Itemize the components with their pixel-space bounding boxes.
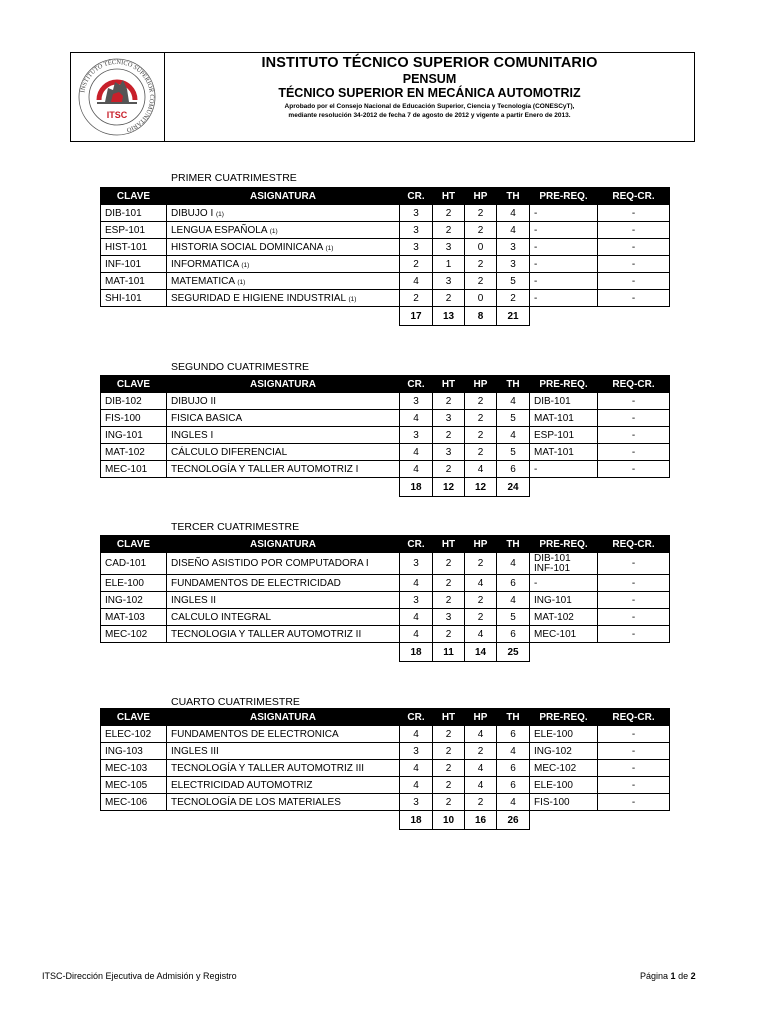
- footer-department: ITSC-Dirección Ejecutiva de Admisión y Registro: [42, 971, 237, 981]
- table-row: [101, 222, 670, 239]
- term-title: TERCER CUATRIMESTRE: [171, 521, 300, 533]
- column-header: CR.: [400, 536, 433, 553]
- course-practice-hours: 4: [465, 726, 497, 743]
- column-header: REQ-CR.: [598, 536, 670, 553]
- column-header: CR.: [400, 188, 433, 205]
- column-header: TH: [497, 709, 530, 726]
- course-prerequisite: ELE-100: [530, 726, 598, 743]
- course-total-hours: 5: [497, 410, 530, 427]
- course-note: (1): [216, 210, 224, 218]
- total-th: 21: [497, 307, 530, 326]
- course-name: MATEMATICA (1): [167, 273, 400, 290]
- course-prerequisite: -: [530, 256, 598, 273]
- totals-row: [101, 307, 670, 326]
- course-practice-hours: 2: [465, 794, 497, 811]
- course-prerequisite: DIB-101 INF-101: [530, 553, 598, 575]
- course-credits: 3: [400, 205, 433, 222]
- course-credits: 3: [400, 239, 433, 256]
- table-row: [101, 592, 670, 609]
- course-practice-hours: 2: [465, 205, 497, 222]
- course-corequisite: -: [598, 760, 670, 777]
- course-prerequisite: MEC-102: [530, 760, 598, 777]
- course-name: FISICA BASICA: [167, 410, 400, 427]
- column-header: ASIGNATURA: [167, 709, 400, 726]
- course-credits: 3: [400, 592, 433, 609]
- column-header: ASIGNATURA: [167, 188, 400, 205]
- term-title: CUARTO CUATRIMESTRE: [171, 696, 300, 708]
- course-code: ING-101: [101, 427, 167, 444]
- table-row: [101, 410, 670, 427]
- total-cr: 17: [400, 307, 433, 326]
- table-row: [101, 393, 670, 410]
- course-corequisite: -: [598, 222, 670, 239]
- curriculum-table: [100, 187, 670, 326]
- course-code: ING-103: [101, 743, 167, 760]
- course-corequisite: -: [598, 461, 670, 478]
- table-row: [101, 427, 670, 444]
- column-header: REQ-CR.: [598, 188, 670, 205]
- course-practice-hours: 4: [465, 760, 497, 777]
- document-header: [70, 52, 695, 142]
- course-total-hours: 4: [497, 794, 530, 811]
- course-theory-hours: 2: [433, 726, 465, 743]
- course-practice-hours: 4: [465, 626, 497, 643]
- course-name: ELECTRICIDAD AUTOMOTRIZ: [167, 777, 400, 794]
- course-total-hours: 4: [497, 393, 530, 410]
- course-prerequisite: -: [530, 461, 598, 478]
- totals-row: [101, 643, 670, 662]
- course-credits: 4: [400, 626, 433, 643]
- course-credits: 4: [400, 273, 433, 290]
- course-prerequisite: ING-102: [530, 743, 598, 760]
- course-credits: 4: [400, 777, 433, 794]
- course-corequisite: -: [598, 743, 670, 760]
- column-header: ASIGNATURA: [167, 376, 400, 393]
- course-corequisite: -: [598, 609, 670, 626]
- course-name: DIBUJO I (1): [167, 205, 400, 222]
- table-row: [101, 777, 670, 794]
- course-corequisite: -: [598, 410, 670, 427]
- course-theory-hours: 2: [433, 575, 465, 592]
- table-row: [101, 256, 670, 273]
- table-row: [101, 794, 670, 811]
- course-practice-hours: 2: [465, 410, 497, 427]
- course-practice-hours: 2: [465, 427, 497, 444]
- course-code: DIB-102: [101, 393, 167, 410]
- course-total-hours: 6: [497, 575, 530, 592]
- column-header: HP: [465, 188, 497, 205]
- course-corequisite: -: [598, 205, 670, 222]
- course-corequisite: -: [598, 553, 670, 575]
- table-row: [101, 290, 670, 307]
- column-header: TH: [497, 188, 530, 205]
- course-theory-hours: 2: [433, 777, 465, 794]
- program-title: TÉCNICO SUPERIOR EN MECÁNICA AUTOMOTRIZ: [278, 86, 581, 100]
- course-total-hours: 6: [497, 760, 530, 777]
- course-prerequisite: ING-101: [530, 592, 598, 609]
- term-title: PRIMER CUATRIMESTRE: [171, 172, 297, 184]
- table-row: [101, 626, 670, 643]
- table-row: [101, 575, 670, 592]
- course-name: DISEÑO ASISTIDO POR COMPUTADORA I: [167, 553, 400, 575]
- course-prerequisite: MEC-101: [530, 626, 598, 643]
- course-name: INFORMATICA (1): [167, 256, 400, 273]
- course-code: MEC-105: [101, 777, 167, 794]
- course-practice-hours: 0: [465, 239, 497, 256]
- course-name: CALCULO INTEGRAL: [167, 609, 400, 626]
- course-code: INF-101: [101, 256, 167, 273]
- column-header: HP: [465, 536, 497, 553]
- column-header: TH: [497, 536, 530, 553]
- course-code: ELE-100: [101, 575, 167, 592]
- table-row: [101, 461, 670, 478]
- table-row: [101, 609, 670, 626]
- course-practice-hours: 2: [465, 256, 497, 273]
- course-credits: 4: [400, 444, 433, 461]
- course-credits: 3: [400, 553, 433, 575]
- column-header: CLAVE: [101, 536, 167, 553]
- course-practice-hours: 2: [465, 553, 497, 575]
- course-code: HIST-101: [101, 239, 167, 256]
- course-prerequisite: -: [530, 205, 598, 222]
- course-theory-hours: 3: [433, 273, 465, 290]
- course-theory-hours: 2: [433, 760, 465, 777]
- course-practice-hours: 2: [465, 743, 497, 760]
- table-row: [101, 444, 670, 461]
- course-practice-hours: 2: [465, 444, 497, 461]
- logo-frame: [71, 53, 165, 141]
- course-corequisite: -: [598, 290, 670, 307]
- course-practice-hours: 2: [465, 609, 497, 626]
- course-code: ING-102: [101, 592, 167, 609]
- total-th: 26: [497, 811, 530, 830]
- course-prerequisite: -: [530, 575, 598, 592]
- course-total-hours: 4: [497, 205, 530, 222]
- course-credits: 2: [400, 290, 433, 307]
- course-credits: 4: [400, 726, 433, 743]
- table-row: [101, 205, 670, 222]
- course-total-hours: 5: [497, 609, 530, 626]
- total-cr: 18: [400, 478, 433, 497]
- course-prerequisite: DIB-101: [530, 393, 598, 410]
- course-theory-hours: 2: [433, 794, 465, 811]
- table-row: [101, 743, 670, 760]
- institution-name: INSTITUTO TÉCNICO SUPERIOR COMUNITARIO: [261, 55, 598, 71]
- course-name: LENGUA ESPAÑOLA (1): [167, 222, 400, 239]
- course-name: TECNOLOGÍA Y TALLER AUTOMOTRIZ III: [167, 760, 400, 777]
- table-row: [101, 726, 670, 743]
- course-total-hours: 6: [497, 777, 530, 794]
- course-code: ESP-101: [101, 222, 167, 239]
- course-theory-hours: 2: [433, 222, 465, 239]
- column-header: REQ-CR.: [598, 376, 670, 393]
- course-practice-hours: 2: [465, 222, 497, 239]
- course-practice-hours: 2: [465, 393, 497, 410]
- course-total-hours: 5: [497, 444, 530, 461]
- course-prerequisite: -: [530, 222, 598, 239]
- course-corequisite: -: [598, 777, 670, 794]
- column-header: ASIGNATURA: [167, 536, 400, 553]
- column-header: PRE-REQ.: [530, 709, 598, 726]
- course-theory-hours: 2: [433, 205, 465, 222]
- course-name: FUNDAMENTOS DE ELECTRONICA: [167, 726, 400, 743]
- course-credits: 4: [400, 410, 433, 427]
- course-corequisite: -: [598, 427, 670, 444]
- total-ht: 10: [433, 811, 465, 830]
- course-theory-hours: 3: [433, 609, 465, 626]
- total-hp: 14: [465, 643, 497, 662]
- course-theory-hours: 2: [433, 743, 465, 760]
- course-theory-hours: 1: [433, 256, 465, 273]
- course-code: SHI-101: [101, 290, 167, 307]
- column-header: REQ-CR.: [598, 709, 670, 726]
- logo-ring-text: INSTITUTO TÉCNICO SUPERIOR COMUNITARIO: [79, 58, 156, 134]
- course-corequisite: -: [598, 575, 670, 592]
- course-theory-hours: 3: [433, 410, 465, 427]
- course-credits: 4: [400, 760, 433, 777]
- course-code: FIS-100: [101, 410, 167, 427]
- course-note: (1): [237, 278, 246, 286]
- course-name: SEGURIDAD E HIGIENE INDUSTRIAL (1): [167, 290, 400, 307]
- course-practice-hours: 4: [465, 777, 497, 794]
- course-name: CÁLCULO DIFERENCIAL: [167, 444, 400, 461]
- table-row: [101, 273, 670, 290]
- total-ht: 11: [433, 643, 465, 662]
- course-corequisite: -: [598, 794, 670, 811]
- course-total-hours: 2: [497, 290, 530, 307]
- course-practice-hours: 2: [465, 273, 497, 290]
- total-hp: 12: [465, 478, 497, 497]
- course-credits: 4: [400, 609, 433, 626]
- course-prerequisite: -: [530, 290, 598, 307]
- course-note: (1): [241, 261, 250, 269]
- course-practice-hours: 4: [465, 575, 497, 592]
- curriculum-table: [100, 708, 670, 830]
- logo-initials: ITSC: [106, 110, 128, 120]
- course-code: MEC-103: [101, 760, 167, 777]
- course-prerequisite: -: [530, 273, 598, 290]
- table-row: [101, 760, 670, 777]
- course-credits: 3: [400, 794, 433, 811]
- course-prerequisite: MAT-101: [530, 410, 598, 427]
- totals-row: [101, 811, 670, 830]
- course-code: MAT-103: [101, 609, 167, 626]
- column-header: CR.: [400, 709, 433, 726]
- course-credits: 3: [400, 427, 433, 444]
- itsc-logo: [75, 56, 159, 138]
- course-theory-hours: 2: [433, 427, 465, 444]
- course-theory-hours: 2: [433, 553, 465, 575]
- column-header: CR.: [400, 376, 433, 393]
- column-header: CLAVE: [101, 188, 167, 205]
- course-name: INGLES III: [167, 743, 400, 760]
- curriculum-table: [100, 375, 670, 497]
- column-header: PRE-REQ.: [530, 536, 598, 553]
- total-hp: 8: [465, 307, 497, 326]
- course-name: HISTORIA SOCIAL DOMINICANA (1): [167, 239, 400, 256]
- footer-page-number: Página 1 de 2: [640, 971, 696, 981]
- column-header: HT: [433, 188, 465, 205]
- course-total-hours: 3: [497, 256, 530, 273]
- term-title: SEGUNDO CUATRIMESTRE: [171, 361, 310, 373]
- course-note: (1): [348, 295, 357, 303]
- course-total-hours: 4: [497, 222, 530, 239]
- total-ht: 12: [433, 478, 465, 497]
- course-practice-hours: 4: [465, 461, 497, 478]
- curriculum-table: [100, 535, 670, 662]
- total-th: 25: [497, 643, 530, 662]
- header-text: [165, 53, 694, 120]
- course-theory-hours: 2: [433, 461, 465, 478]
- course-corequisite: -: [598, 444, 670, 461]
- table-header-row: [101, 536, 670, 553]
- table-header-row: [101, 709, 670, 726]
- course-credits: 3: [400, 393, 433, 410]
- course-total-hours: 6: [497, 626, 530, 643]
- course-corequisite: -: [598, 239, 670, 256]
- course-prerequisite: -: [530, 239, 598, 256]
- course-name: INGLES II: [167, 592, 400, 609]
- table-header-row: [101, 376, 670, 393]
- course-prerequisite: MAT-102: [530, 609, 598, 626]
- course-note: (1): [269, 227, 278, 235]
- column-header: HT: [433, 536, 465, 553]
- course-theory-hours: 2: [433, 393, 465, 410]
- course-credits: 4: [400, 575, 433, 592]
- course-corequisite: -: [598, 256, 670, 273]
- total-hp: 16: [465, 811, 497, 830]
- column-header: TH: [497, 376, 530, 393]
- course-total-hours: 4: [497, 427, 530, 444]
- course-prerequisite: FIS-100: [530, 794, 598, 811]
- course-name: INGLES I: [167, 427, 400, 444]
- course-name: DIBUJO II: [167, 393, 400, 410]
- course-theory-hours: 2: [433, 592, 465, 609]
- course-theory-hours: 2: [433, 290, 465, 307]
- total-cr: 18: [400, 811, 433, 830]
- table-header-row: [101, 188, 670, 205]
- course-name: TECNOLOGIA Y TALLER AUTOMOTRIZ II: [167, 626, 400, 643]
- course-theory-hours: 3: [433, 239, 465, 256]
- course-total-hours: 4: [497, 592, 530, 609]
- course-total-hours: 4: [497, 553, 530, 575]
- course-name: TECNOLOGÍA DE LOS MATERIALES: [167, 794, 400, 811]
- total-ht: 13: [433, 307, 465, 326]
- course-practice-hours: 2: [465, 592, 497, 609]
- column-header: CLAVE: [101, 709, 167, 726]
- course-code: MEC-106: [101, 794, 167, 811]
- course-total-hours: 3: [497, 239, 530, 256]
- table-row: [101, 239, 670, 256]
- course-credits: 4: [400, 461, 433, 478]
- course-total-hours: 5: [497, 273, 530, 290]
- course-note: (1): [325, 244, 334, 252]
- course-prerequisite: ESP-101: [530, 427, 598, 444]
- course-name: FUNDAMENTOS DE ELECTRICIDAD: [167, 575, 400, 592]
- course-prerequisite: MAT-101: [530, 444, 598, 461]
- course-code: ELEC-102: [101, 726, 167, 743]
- course-corequisite: -: [598, 592, 670, 609]
- course-name: TECNOLOGÍA Y TALLER AUTOMOTRIZ I: [167, 461, 400, 478]
- course-code: DIB-101: [101, 205, 167, 222]
- course-total-hours: 6: [497, 726, 530, 743]
- column-header: PRE-REQ.: [530, 376, 598, 393]
- course-theory-hours: 2: [433, 626, 465, 643]
- course-total-hours: 4: [497, 743, 530, 760]
- course-practice-hours: 0: [465, 290, 497, 307]
- column-header: PRE-REQ.: [530, 188, 598, 205]
- column-header: HP: [465, 709, 497, 726]
- course-code: MAT-101: [101, 273, 167, 290]
- column-header: CLAVE: [101, 376, 167, 393]
- course-prerequisite: ELE-100: [530, 777, 598, 794]
- column-header: HT: [433, 709, 465, 726]
- course-code: CAD-101: [101, 553, 167, 575]
- course-credits: 3: [400, 743, 433, 760]
- total-th: 24: [497, 478, 530, 497]
- course-code: MEC-101: [101, 461, 167, 478]
- course-corequisite: -: [598, 626, 670, 643]
- course-total-hours: 6: [497, 461, 530, 478]
- table-row: [101, 553, 670, 575]
- approval-note: Aprobado por el Consejo Nacional de Educación Superior, Ciencia y Tecnología (CONESCyT), mediante resolución 34-2012 de fecha 7 de agosto de 2012 y vigente a partir Enero de 2013.: [284, 103, 575, 119]
- course-code: MAT-102: [101, 444, 167, 461]
- total-cr: 18: [400, 643, 433, 662]
- course-credits: 3: [400, 222, 433, 239]
- column-header: HP: [465, 376, 497, 393]
- course-code: MEC-102: [101, 626, 167, 643]
- course-corequisite: -: [598, 393, 670, 410]
- totals-row: [101, 478, 670, 497]
- document-title: PENSUM: [402, 72, 457, 86]
- course-corequisite: -: [598, 273, 670, 290]
- course-theory-hours: 3: [433, 444, 465, 461]
- column-header: HT: [433, 376, 465, 393]
- course-corequisite: -: [598, 726, 670, 743]
- course-credits: 2: [400, 256, 433, 273]
